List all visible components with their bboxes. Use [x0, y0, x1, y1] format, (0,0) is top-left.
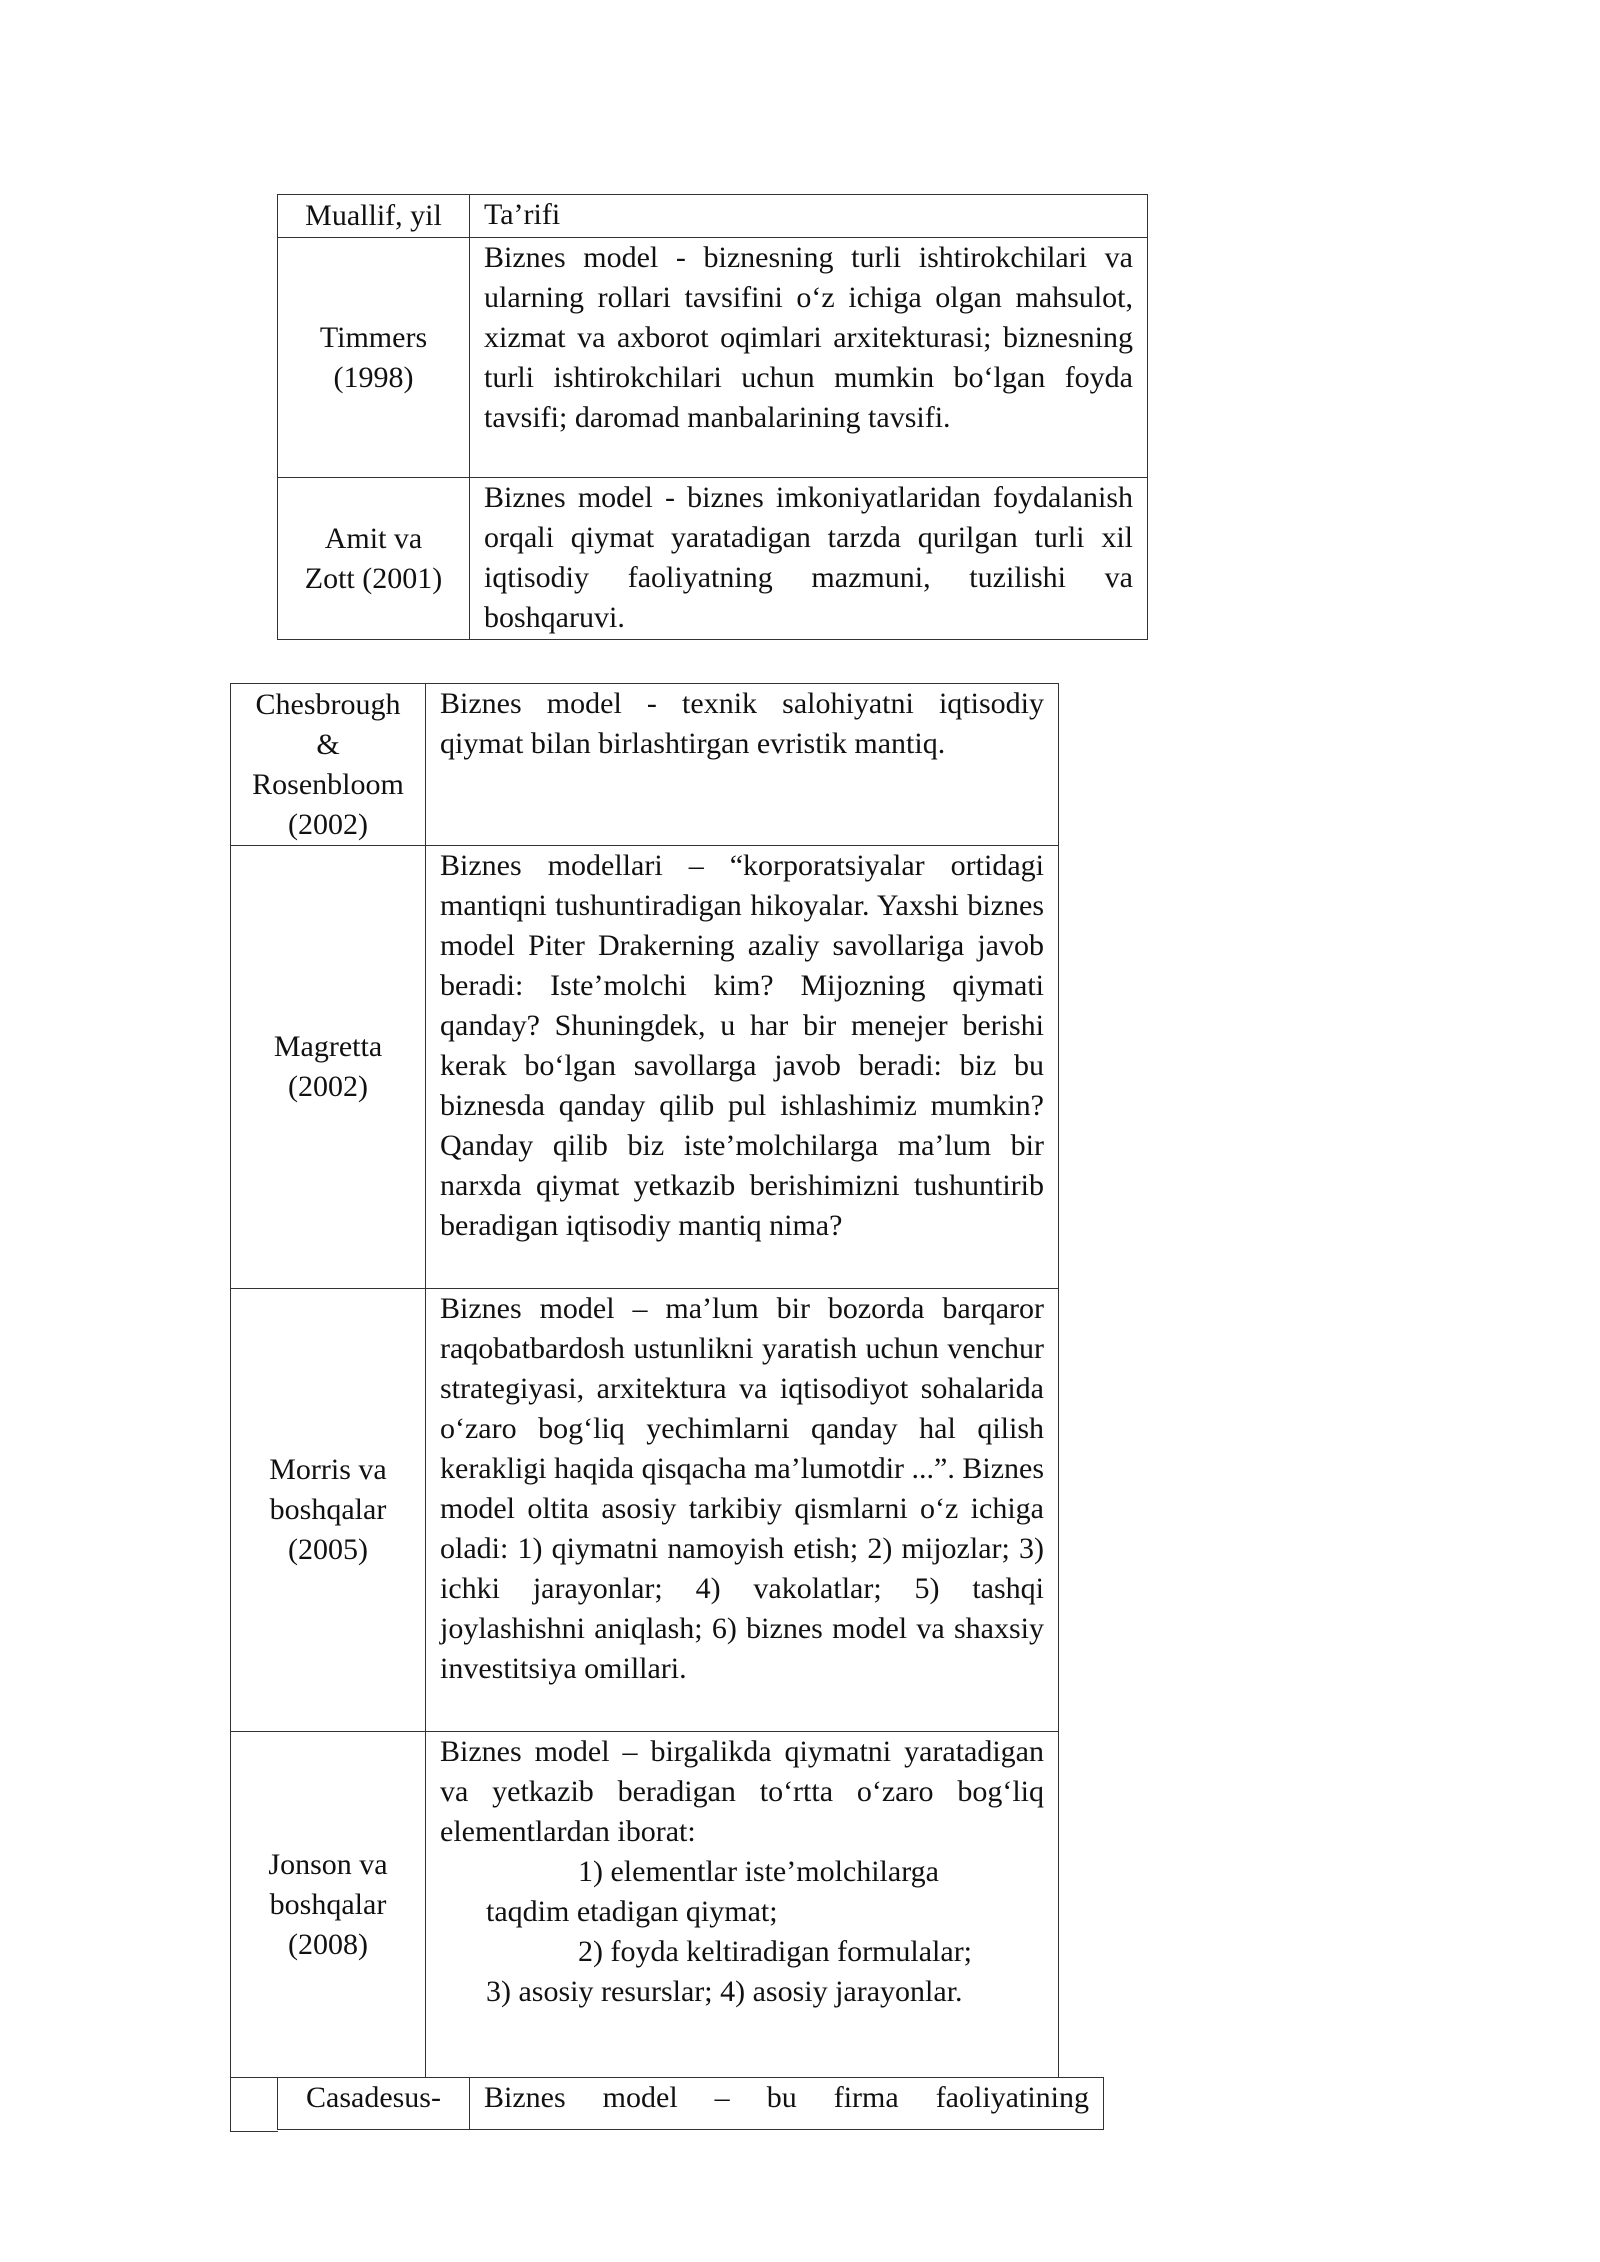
author-line: Morris va: [269, 1453, 387, 1486]
author-cell: Casadesus-: [278, 2078, 470, 2130]
definition-cell: Biznes model – bu firma faoliyatining: [470, 2078, 1104, 2130]
table-border-fragment: [230, 2131, 278, 2132]
definition-cell: [426, 1732, 1059, 2078]
table-row: [231, 846, 1059, 1289]
author-line: Magretta: [273, 1030, 383, 1063]
author-line: &: [316, 727, 340, 761]
definition-intro: Biznes model – birgalikda qiymatni yaratadigan va yetkazib beradigan to‘rtta o‘zaro bog‘liq elementlardan iborat:: [440, 1735, 1044, 1848]
author-line: Chesbrough: [255, 687, 401, 721]
table-border-fragment: [230, 2077, 231, 2131]
table-row: [278, 238, 1148, 478]
list-item: 1) elementlar iste’molchilarga: [578, 1855, 939, 1888]
list-item: 2) foyda keltiradigan formulalar;: [578, 1935, 973, 1968]
author-cell: [231, 1732, 426, 2078]
author-line: Zott (2001): [304, 561, 443, 595]
author-line: (2005): [288, 1533, 368, 1566]
author-line: (2002): [288, 807, 368, 841]
definition-cell: Biznes model – ma’lum bir bozorda barqaror raqobatbardosh ustunlikni yaratish uchun venchur strategiyasi, arxitektura va iqtisodiyot sohalarida o‘zaro bog‘liq yechimlarni qanday hal qilish kerakligi haqida qisqacha ma’lumotdir ...”. Biznes model oltita asosiy tarkibiy qismlarni o‘z ichiga oladi: 1) qiymatni namoyish etish; 2) mijozlar; 3) ichki jarayonlar; 4) vakolatlar; 5) tashqi joylashishni aniqlash; 6) biznes model va shaxsiy investitsiya omillari.: [426, 1289, 1059, 1732]
author-line: Timmers: [319, 320, 428, 354]
author-cell: [278, 238, 470, 478]
author-line: boshqalar: [269, 1493, 387, 1526]
table-row: [231, 1289, 1059, 1732]
author-line: boshqalar: [269, 1887, 387, 1921]
table-row: [231, 1732, 1059, 2078]
author-line: (2002): [288, 1070, 368, 1103]
author-cell: [231, 684, 426, 846]
header-author: Muallif, yil: [278, 195, 470, 238]
author-line: (2008): [288, 1927, 368, 1961]
table-row: [278, 478, 1148, 640]
definition-cell: Biznes model - biznes imkoniyatlaridan foydalanish orqali qiymat yaratadigan tarzda qurilgan turli xil iqtisodiy faoliyatning mazmuni, tuzilishi va boshqaruvi.: [470, 478, 1148, 640]
table-header-row: [278, 195, 1148, 238]
table-row: [231, 684, 1059, 846]
header-definition: Ta’rifi: [470, 195, 1148, 238]
author-line: (1998): [333, 360, 414, 394]
author-cell: [278, 478, 470, 640]
list-item: taqdim etadigan qiymat;: [486, 1895, 778, 1928]
author-cell: [231, 846, 426, 1289]
table-row: [278, 2078, 1104, 2130]
author-line: Rosenbloom: [252, 767, 404, 801]
definitions-table-3: [277, 2077, 1104, 2130]
definition-cell: Biznes modellari – “korporatsiyalar ortidagi mantiqni tushuntiradigan hikoyalar. Yaxshi biznes model Piter Drakerning azaliy savollariga javob beradi: Iste’molchi kim? Mijozning qiymati qanday? Shuningdek, u har bir menejer berishi kerak bo‘lgan savollarga javob beradi: biz bu biznesda qanday qilib pul ishlashimiz mumkin? Qanday qilib biz iste’molchilarga ma’lum bir narxda qiymat yetkazib berishimizni tushuntirib beradigan iqtisodiy mantiq nima?: [426, 846, 1059, 1289]
definitions-table-2: [230, 683, 1059, 2078]
definitions-table-1: [277, 194, 1148, 640]
list-item: 3) asosiy resurslar; 4) asosiy jarayonlar.: [486, 1975, 963, 2008]
definition-cell: Biznes model - biznesning turli ishtirokchilari va ularning rollari tavsifini o‘z ichiga olgan mahsulot, xizmat va axborot oqimlari arxitekturasi; biznesning turli ishtirokchilari uchun mumkin bo‘lgan foyda tavsifi; daromad manbalarining tavsifi.: [470, 238, 1148, 478]
author-line: Amit va: [324, 521, 423, 555]
definition-cell: Biznes model - texnik salohiyatni iqtisodiy qiymat bilan birlashtirgan evristik mantiq.: [426, 684, 1059, 846]
author-line: Jonson va: [268, 1847, 388, 1881]
author-cell: [231, 1289, 426, 1732]
